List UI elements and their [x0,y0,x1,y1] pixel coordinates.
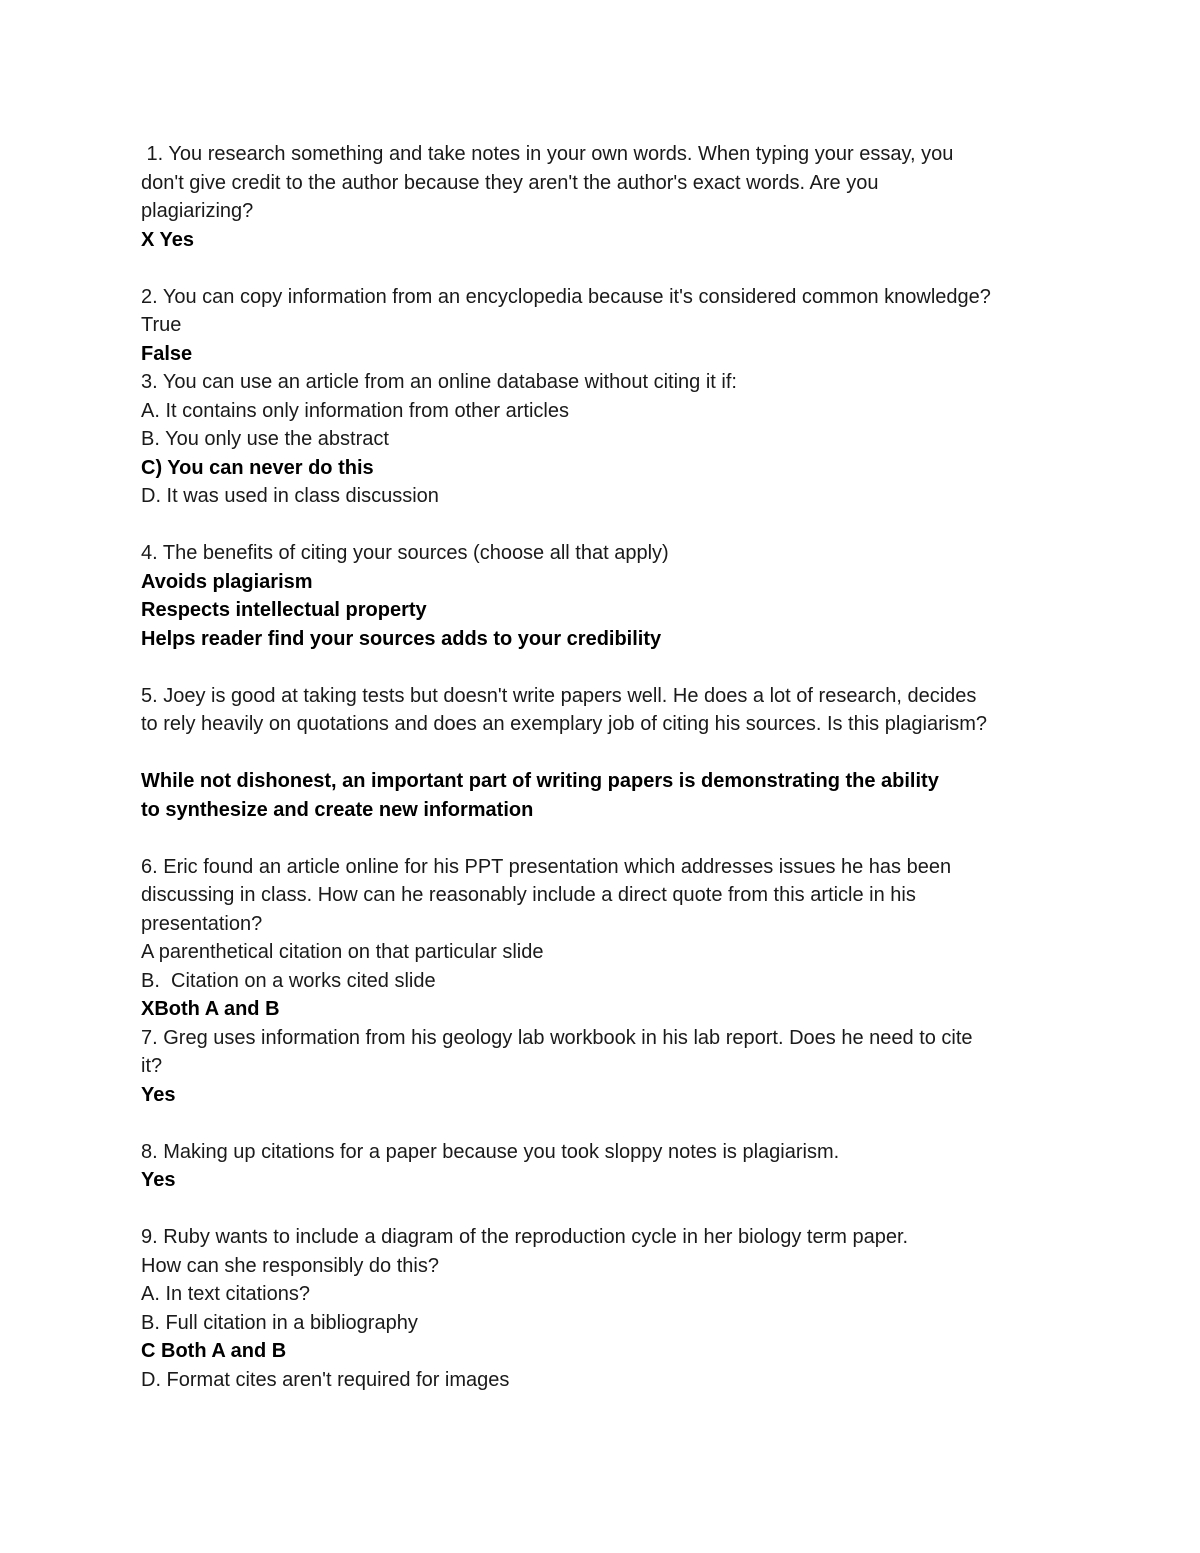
blank-line [141,824,1081,853]
question-line: D. It was used in class discussion [141,485,439,507]
question-line: True [141,314,182,336]
answer-line: C Both A and B [141,1340,287,1362]
blank-line [141,511,1081,540]
answer-line: Respects intellectual property [141,599,427,621]
answer-line: Avoids plagiarism [141,570,313,593]
answer-line: C) You can never do this [141,456,374,479]
question-line: to rely heavily on quotations and does an exemplary job of citing his sources. Is this plagiarism? [141,713,988,735]
question-line: plagiarizing? [141,200,254,222]
answer-line: XBoth A and B [141,998,280,1020]
answer-line: to synthesize and create new information [141,798,534,821]
answer-line: Helps reader find your sources adds to your credibility [141,627,662,650]
question-line: 9. Ruby wants to include a diagram of the reproduction cycle in her biology term paper. [141,1226,909,1248]
blank-line [141,254,1081,283]
question-line: 7. Greg uses information from his geology lab workbook in his lab report. Does he need to cite [141,1026,973,1049]
question-line: B. Citation on a works cited slide [141,969,436,992]
question-line: 5. Joey is good at taking tests but doesn't write papers well. He does a lot of research, decides [141,684,977,707]
answer-line: X Yes [141,228,195,251]
blank-line [141,739,1081,768]
document-body [141,140,1081,1394]
question-line: it? [141,1055,163,1077]
question-line: 1. You research something and take notes in your own words. When typing your essay, you [141,143,954,165]
question-line: discussing in class. How can he reasonably include a direct quote from this article in his [141,884,916,906]
question-line: 2. You can copy information from an encyclopedia because it's considered common knowledge? [141,285,991,308]
blank-line [141,653,1081,682]
question-line: 6. Eric found an article online for his PPT presentation which addresses issues he has been [141,855,952,878]
question-line: A. It contains only information from other articles [141,399,569,422]
answer-line: Yes [141,1083,176,1106]
question-line: presentation? [141,912,263,935]
question-line: A parenthetical citation on that particular slide [141,941,544,963]
question-line: 3. You can use an article from an online database without citing it if: [141,371,737,393]
question-line: How can she responsibly do this? [141,1254,439,1277]
blank-line [141,1195,1081,1224]
question-line: don't give credit to the author because they aren't the author's exact words. Are you [141,171,879,194]
question-line: D. Format cites aren't required for images [141,1368,510,1391]
answer-line: Yes [141,1169,176,1191]
question-line: B. You only use the abstract [141,428,389,450]
blank-line [141,1109,1081,1138]
answer-line: False [141,342,193,365]
question-line: A. In text citations? [141,1283,310,1305]
question-line: 8. Making up citations for a paper because you took sloppy notes is plagiarism. [141,1140,840,1163]
question-line: B. Full citation in a bibliography [141,1311,418,1334]
answer-line: While not dishonest, an important part of writing papers is demonstrating the ability [141,770,939,792]
question-line: 4. The benefits of citing your sources (choose all that apply) [141,542,669,564]
